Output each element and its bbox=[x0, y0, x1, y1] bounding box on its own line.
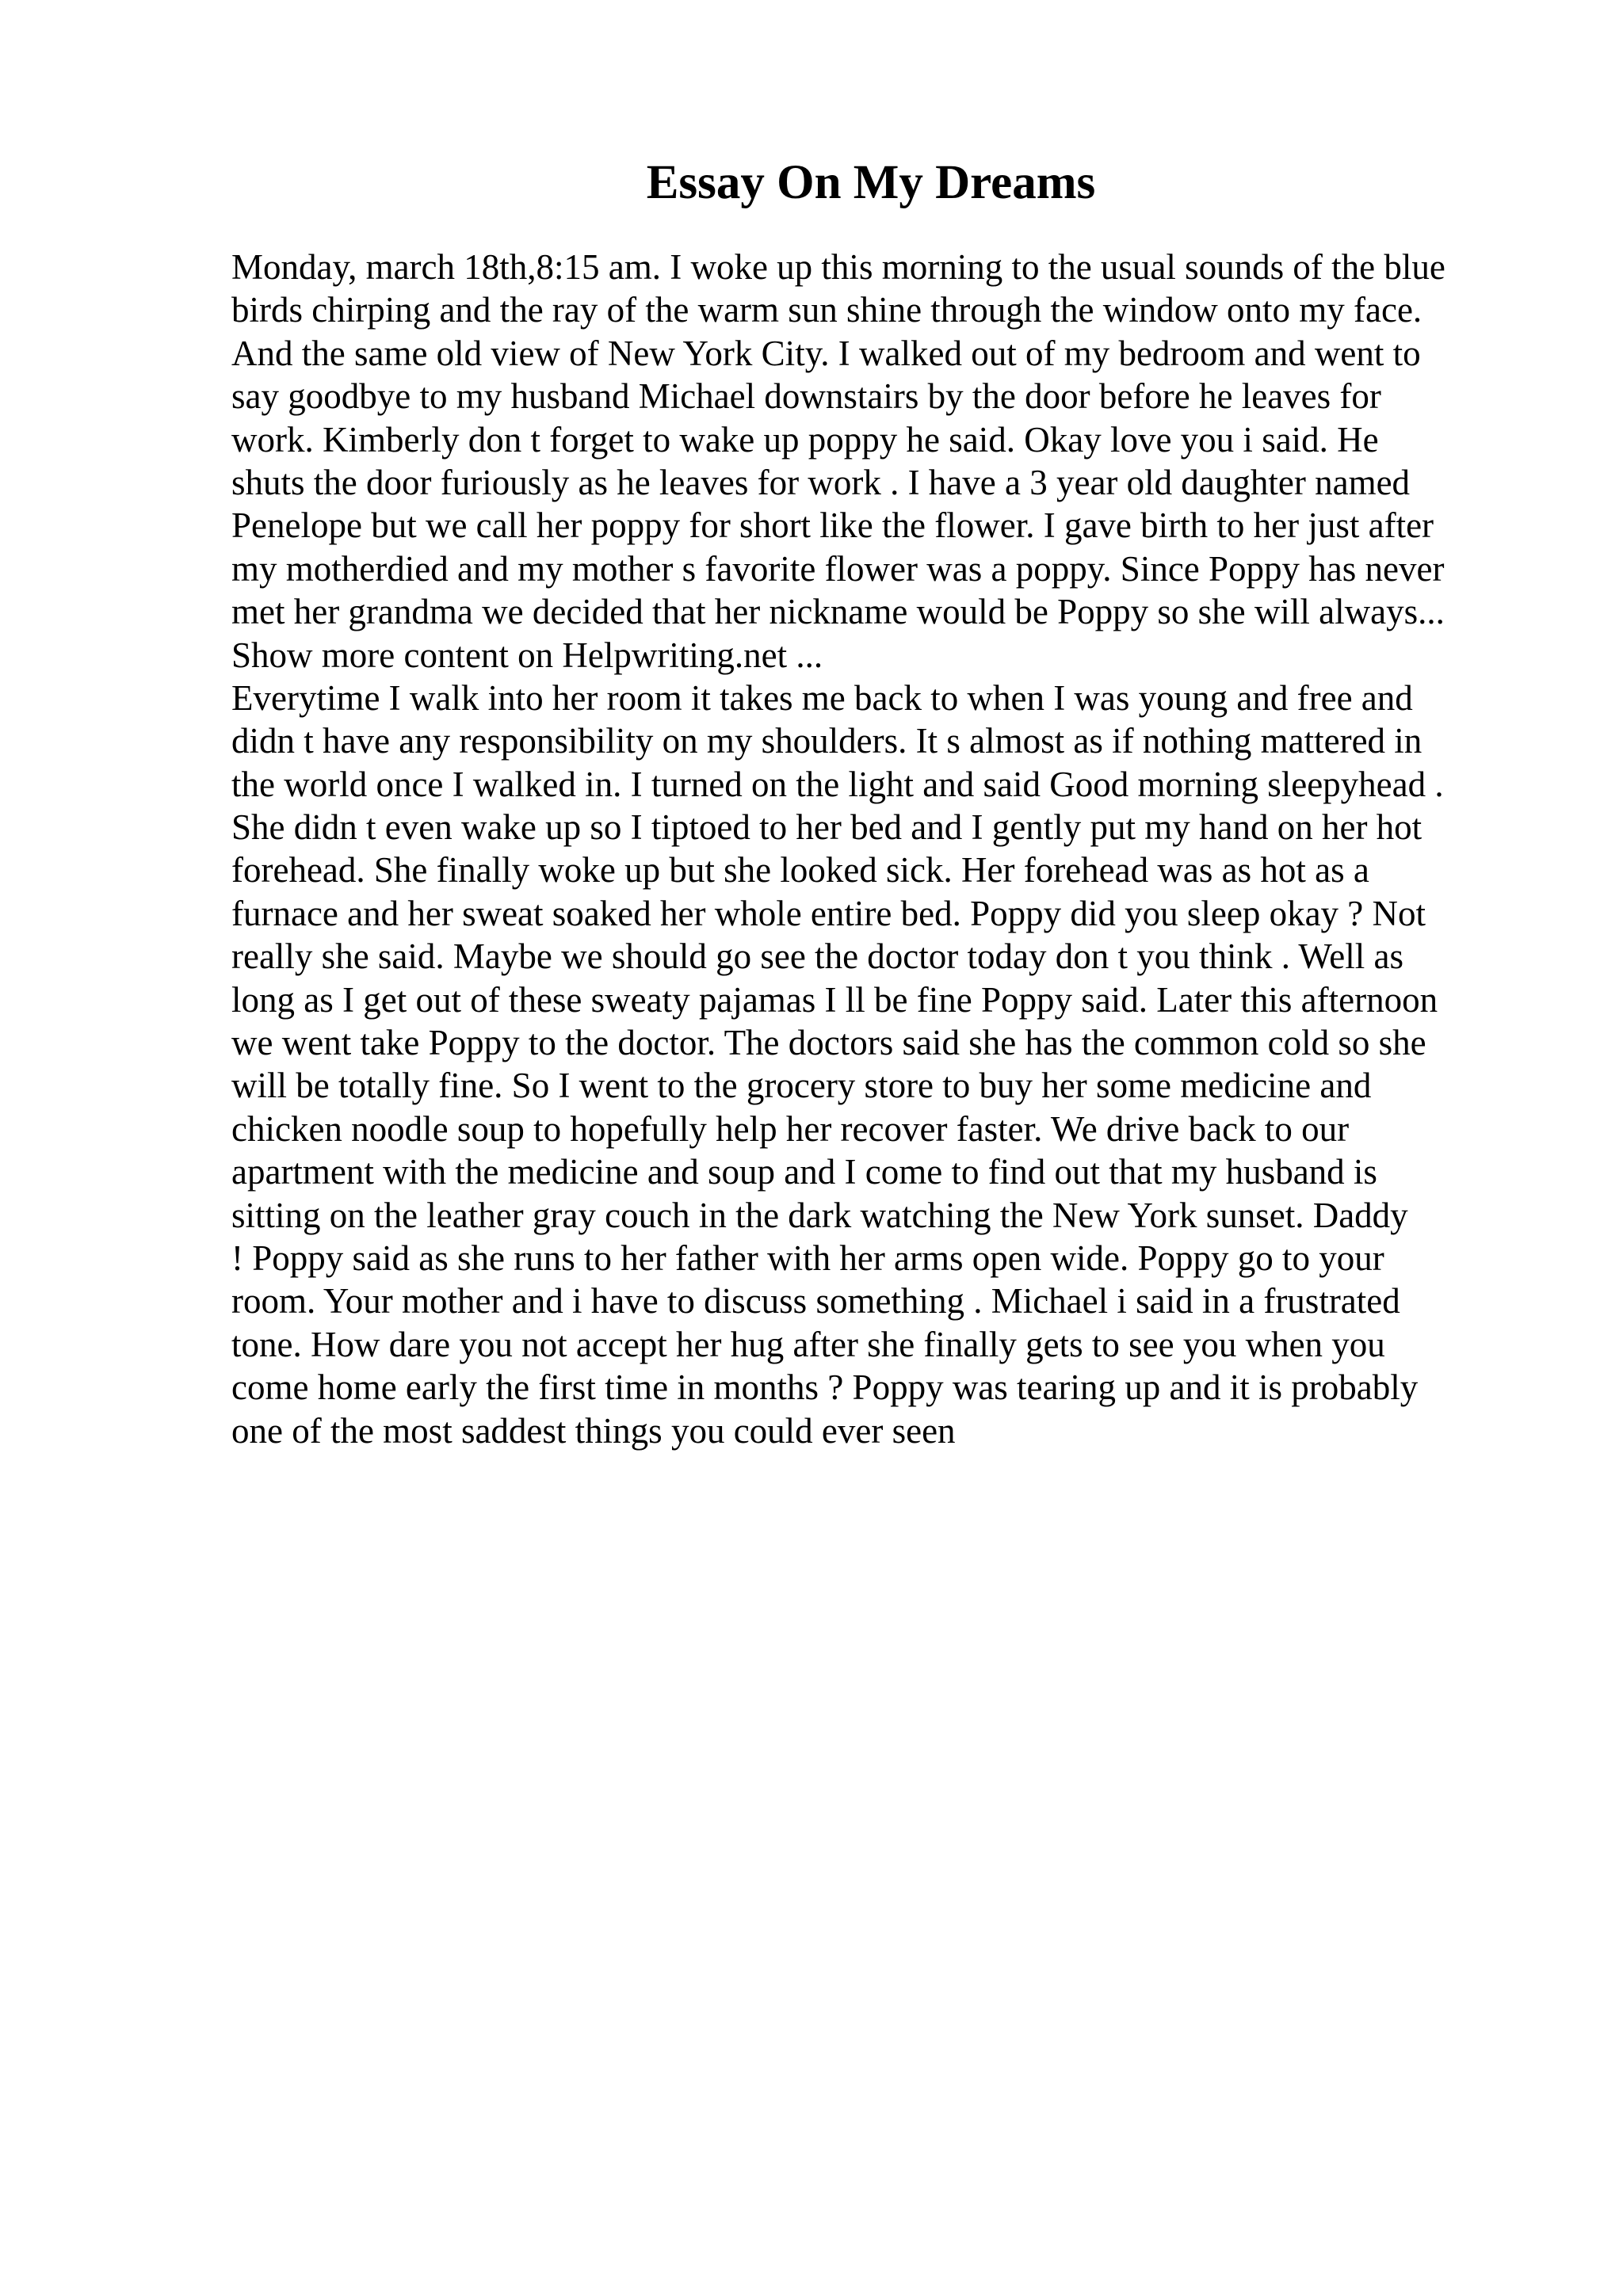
text-line: say goodbye to my husband Michael downstairs by the door before he leaves for bbox=[231, 376, 1381, 417]
text-line: birds chirping and the ray of the warm sun shine through the window onto my face. bbox=[231, 290, 1423, 330]
text-line: apartment with the medicine and soup and I come to find out that my husband is bbox=[231, 1152, 1377, 1192]
text-line: work. Kimberly don t forget to wake up poppy he said. Okay love you i said. He bbox=[231, 419, 1379, 460]
text-line: Penelope but we call her poppy for short like the flower. I gave birth to her just after bbox=[231, 505, 1434, 546]
text-line: come home early the first time in months ? Poppy was tearing up and it is probably bbox=[231, 1367, 1419, 1408]
text-line: tone. How dare you not accept her hug after she finally gets to see you when you bbox=[231, 1324, 1385, 1364]
document-title: Essay On My Dreams bbox=[646, 156, 1096, 209]
text-line: we went take Poppy to the doctor. The doctors said she has the common cold so she bbox=[231, 1023, 1426, 1063]
text-line: ! Poppy said as she runs to her father with her arms open wide. Poppy go to your bbox=[231, 1238, 1384, 1278]
text-line: She didn t even wake up so I tiptoed to her bed and I gently put my hand on her hot bbox=[231, 807, 1423, 848]
text-line: met her grandma we decided that her nickname would be Poppy so she will always... bbox=[231, 592, 1445, 632]
text-line: long as I get out of these sweaty pajamas I ll be fine Poppy said. Later this afternoon bbox=[231, 979, 1438, 1020]
text-line: the world once I walked in. I turned on the light and said Good morning sleepyhead . bbox=[231, 764, 1444, 804]
essay-body bbox=[231, 246, 1515, 1452]
text-line: Monday, march 18th,8:15 am. I woke up this morning to the usual sounds of the blue bbox=[231, 247, 1445, 287]
text-line: didn t have any responsibility on my shoulders. It s almost as if nothing mattered in bbox=[231, 721, 1423, 761]
show-more-link[interactable]: Show more content on Helpwriting.net ... bbox=[231, 635, 823, 675]
text-line: chicken noodle soup to hopefully help her recover faster. We drive back to our bbox=[231, 1108, 1350, 1149]
text-line: my motherdied and my mother s favorite flower was a poppy. Since Poppy has never bbox=[231, 548, 1445, 589]
text-line: Everytime I walk into her room it takes me back to when I was young and free and bbox=[231, 677, 1413, 718]
text-line: sitting on the leather gray couch in the dark watching the New York sunset. Daddy bbox=[231, 1195, 1408, 1235]
text-line: furnace and her sweat soaked her whole entire bed. Poppy did you sleep okay ? Not bbox=[231, 893, 1426, 933]
text-line: room. Your mother and i have to discuss something . Michael i said in a frustrated bbox=[231, 1281, 1400, 1322]
text-line: will be totally fine. So I went to the grocery store to buy her some medicine and bbox=[231, 1066, 1372, 1106]
text-line: And the same old view of New York City. I walked out of my bedroom and went to bbox=[231, 333, 1421, 373]
text-line: one of the most saddest things you could ever seen bbox=[231, 1410, 956, 1451]
text-line: shuts the door furiously as he leaves for work . I have a 3 year old daughter named bbox=[231, 462, 1411, 502]
text-line: really she said. Maybe we should go see the doctor today don t you think . Well as bbox=[231, 936, 1404, 977]
text-line: forehead. She finally woke up but she looked sick. Her forehead was as hot as a bbox=[231, 850, 1369, 891]
